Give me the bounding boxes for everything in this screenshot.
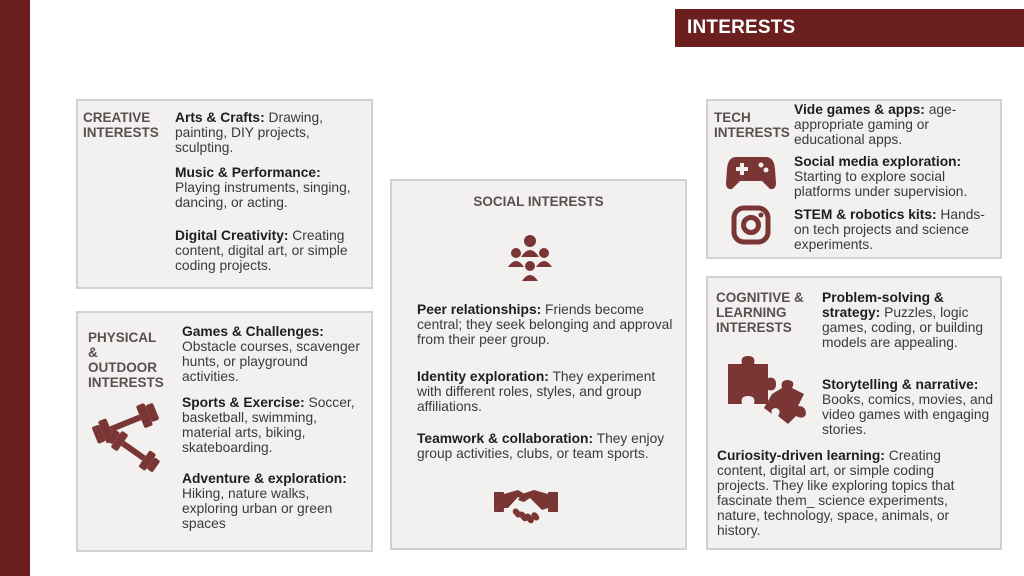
cognitive-title: COGNITIVE & LEARNING INTERESTS bbox=[716, 290, 804, 335]
cognitive-item-curiosity: Curiosity-driven learning: Creating content, digital art, or simple coding projects. They like exploring topics that fascinate them_ science experiments, nature, technology, space, animals, or history. bbox=[717, 448, 955, 538]
instagram-icon bbox=[731, 205, 771, 245]
dumbbells-icon bbox=[90, 400, 162, 472]
puzzle-icon bbox=[722, 350, 810, 424]
physical-title: PHYSICAL & OUTDOOR INTERESTS bbox=[88, 330, 164, 390]
physical-item-sports: Sports & Exercise: Soccer, basketball, swimming, material arts, biking, skateboarding. bbox=[182, 395, 355, 455]
social-title: SOCIAL INTERESTS bbox=[473, 194, 604, 209]
creative-item-arts: Arts & Crafts: Drawing, painting, DIY projects, sculpting. bbox=[175, 110, 323, 155]
left-accent-bar bbox=[0, 0, 30, 576]
handshake-icon bbox=[494, 484, 558, 528]
group-icon bbox=[502, 233, 558, 285]
cognitive-item-problem-solving: Problem-solving & strategy: Puzzles, logic games, coding, or building models are appealing. bbox=[822, 290, 984, 350]
tech-item-games: Vide games & apps: age-appropriate gaming or educational apps. bbox=[794, 102, 957, 147]
social-item-identity: Identity exploration: They experiment with different roles, styles, and group affiliations. bbox=[417, 369, 656, 414]
creative-item-digital: Digital Creativity: Creating content, digital art, or simple coding projects. bbox=[175, 228, 348, 273]
physical-item-games: Games & Challenges: Obstacle courses, scavenger hunts, or playground activities. bbox=[182, 324, 360, 384]
cognitive-item-storytelling: Storytelling & narrative: Books, comics, movies, and video games with engaging stories. bbox=[822, 377, 993, 437]
gamepad-icon bbox=[726, 155, 776, 191]
physical-item-adventure: Adventure & exploration: Hiking, nature walks, exploring urban or green spaces bbox=[182, 471, 347, 531]
social-item-peer: Peer relationships: Friends become central; they seek belonging and approval from their peer group. bbox=[417, 302, 673, 347]
page-title: INTERESTS bbox=[675, 9, 1024, 47]
creative-title: CREATIVE INTERESTS bbox=[83, 110, 159, 140]
tech-item-stem: STEM & robotics kits: Hands-on tech projects and science experiments. bbox=[794, 207, 985, 252]
tech-item-social-media: Social media exploration: Starting to explore social platforms under supervision. bbox=[794, 154, 968, 199]
tech-title: TECH INTERESTS bbox=[714, 110, 790, 140]
creative-item-music: Music & Performance: Playing instruments, singing, dancing, or acting. bbox=[175, 165, 351, 210]
social-item-teamwork: Teamwork & collaboration: They enjoy group activities, clubs, or team sports. bbox=[417, 431, 665, 461]
